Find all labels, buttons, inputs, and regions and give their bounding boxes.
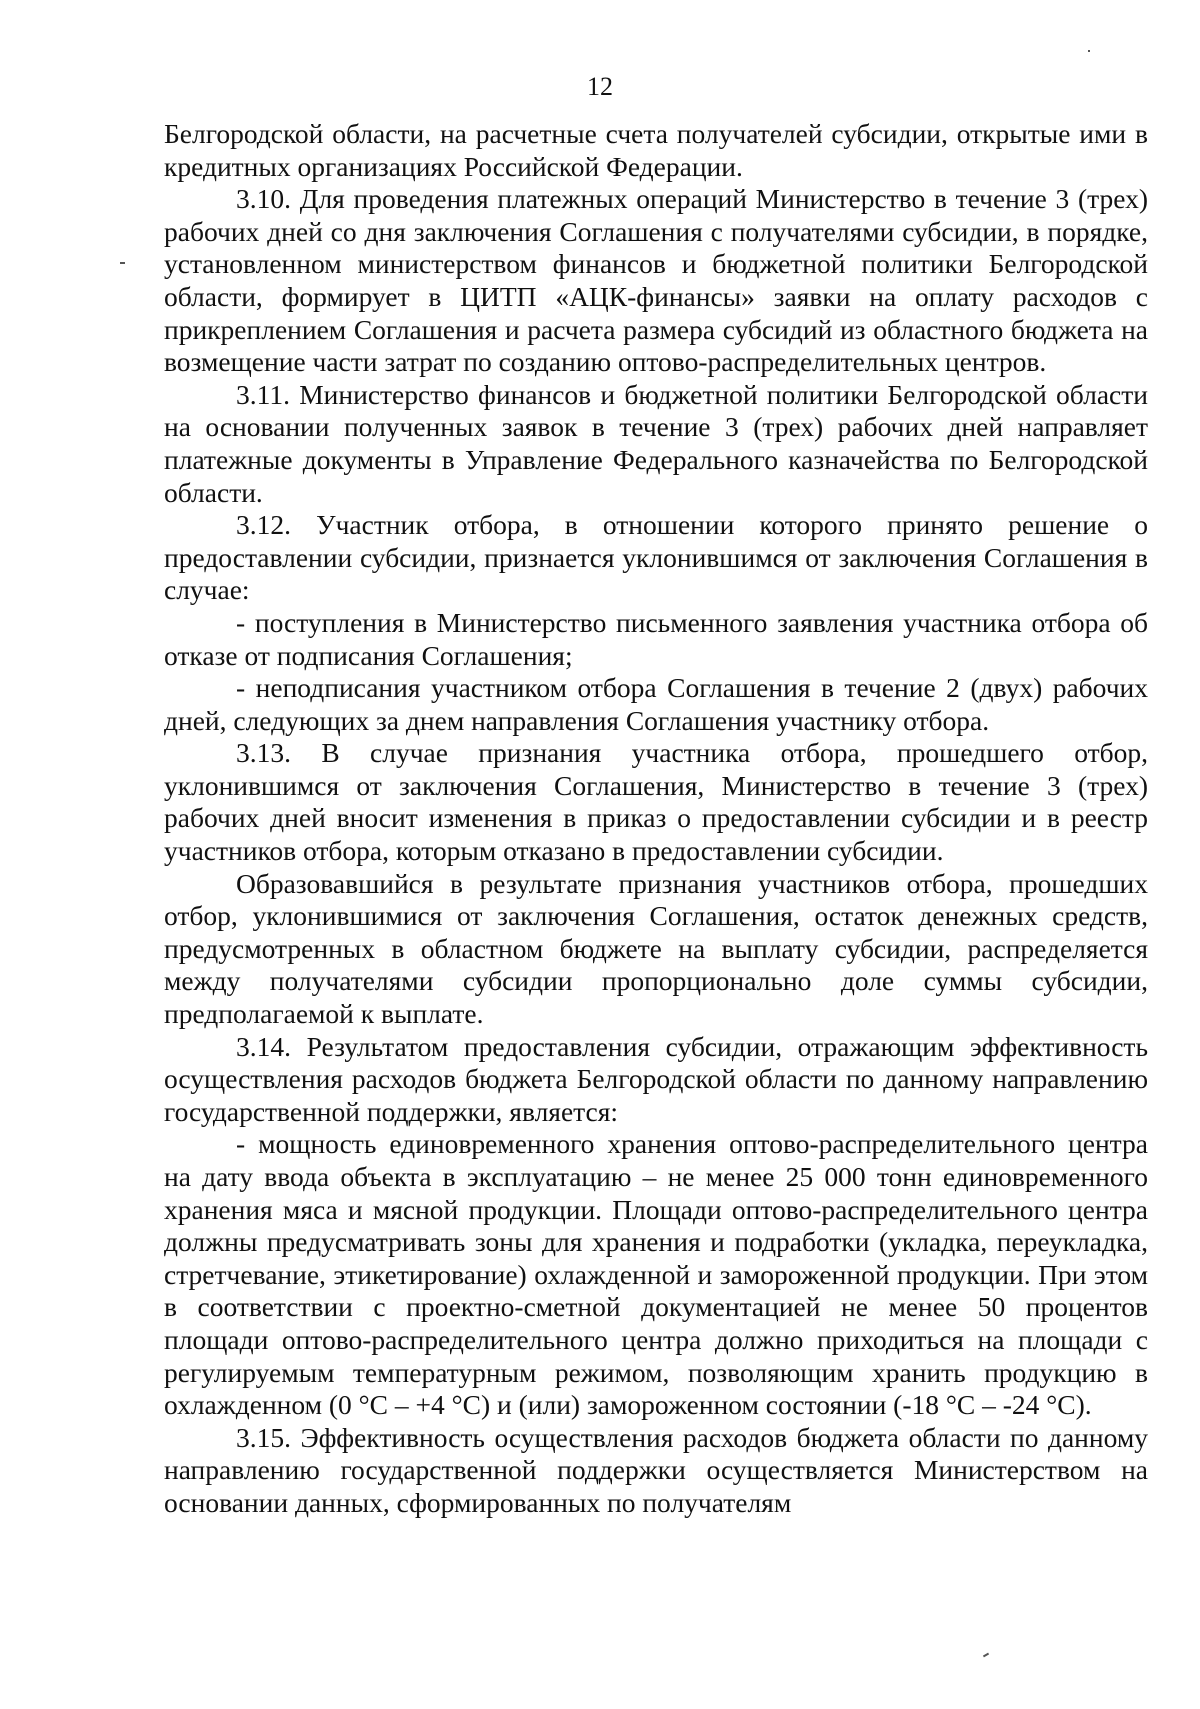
paragraph-3-13: 3.13. В случае признания участника отбора, прошедшего отбор, уклонившимся от заключения Соглашения, Министерство в течение 3 (трех) рабочих дней вносит изменения в приказ о предоставлении субсидии и в реестр участников отбора, которым отказано в предоставлении субсидии. [164,737,1148,867]
paragraph-3-14: 3.14. Результатом предоставления субсидии, отражающим эффективность осуществления расходов бюджета Белгородской области по данному направлению государственной поддержки, является: [164,1030,1148,1127]
page-number: 12 [587,72,613,101]
list-item-storage-capacity: - мощность единовременного хранения оптово-распределительного центра на дату ввода объекта в эксплуатацию – не менее 25 000 тонн единовременного хранения мяса и мясной продукции. Площади оптово-распределительного центра должны предусматривать зоны для хранения и подработки (укладка, переукладка, стретчевание, этикетирование) охлажденной и замороженной продукции. При этом в соответствии с проектно-сметной документацией не менее 50 процентов площади оптово-распределительного центра должно приходиться на площади с регулируемым температурным режимом, позволяющим хранить продукцию в охлажденном (0 °С – +4 °С) и (или) замороженном состоянии (-18 °С – -24 °С). [164,1128,1148,1421]
paragraph-3-11: 3.11. Министерство финансов и бюджетной политики Белгородской области на основании полученных заявок в течение 3 (трех) рабочих дней направляет платежные документы в Управление Федерального казначейства по Белгородской области. [164,378,1148,508]
paragraph-continuation: Белгородской области, на расчетные счета получателей субсидии, открытые ими в кредитных организациях Российской Федерации. [164,118,1148,182]
scan-tick-mark [983,1653,989,1658]
list-item-written-refusal: - поступления в Министерство письменного заявления участника отбора об отказе от подписания Соглашения; [164,606,1148,671]
paragraph-funds-redistribution: Образовавшийся в результате признания участников отбора, прошедших отбор, уклонившимися от заключения Соглашения, остаток денежных средств, предусмотренных в областном бюджете на выплату субсидии, распределяется между получателями субсидии пропорционально доле суммы субсидии, предполагаемой к выплате. [164,867,1148,1030]
scan-dash-mark [120,262,125,264]
document-body [164,118,1148,1520]
paragraph-3-15: 3.15. Эффективность осуществления расходов бюджета области по данному направлению государственной поддержки осуществляется Министерством на основании данных, сформированных по получателям [164,1421,1148,1518]
paragraph-3-10: 3.10. Для проведения платежных операций Министерство в течение 3 (трех) рабочих дней со дня заключения Соглашения с получателями субсидии, в порядке, установленном министерством финансов и бюджетной политики Белгородской области, формирует в ЦИТП «АЦК-финансы» заявки на оплату расходов с прикреплением Соглашения и расчета размера субсидий из областного бюджета на возмещение части затрат по созданию оптово-распределительных центров. [164,183,1148,378]
list-item-not-signed: - неподписания участником отбора Соглашения в течение 2 (двух) рабочих дней, следующих за днем направления Соглашения участнику отбора. [164,672,1148,736]
paragraph-3-12: 3.12. Участник отбора, в отношении которого принято решение о предоставлении субсидии, признается уклонившимся от заключения Соглашения в случае: [164,509,1148,606]
scan-dot-mark [1088,50,1090,52]
